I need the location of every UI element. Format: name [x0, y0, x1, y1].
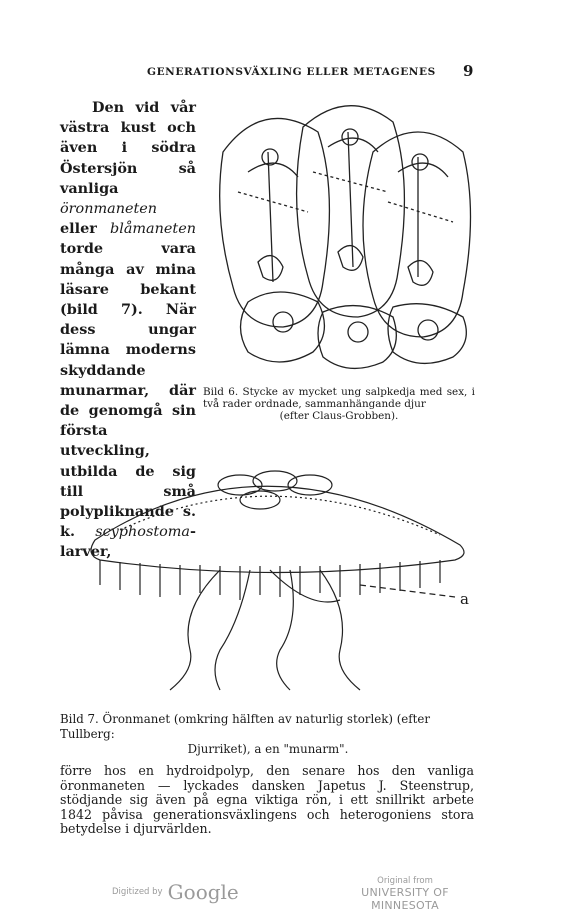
page-number: 9: [463, 62, 474, 80]
figure-7-caption-line-1: Bild 7. Öronmanet (omkring hälften av naturlig storlek) (efter Tullberg:: [60, 712, 431, 741]
google-logo: Google: [167, 880, 239, 904]
figure-6-caption-line-2: (efter Claus-Grobben).: [279, 410, 399, 422]
italic-term-oronmaneten: öronmaneten: [60, 201, 158, 218]
figure-6-caption: [203, 386, 475, 422]
continuation-paragraph: förre hos en hydroidpolyp, den senare hos den vanliga öronmaneten — lyckades dansken Japetus J. Steenstrup, stödjande sig även på egna viktiga rön, i ett snillrikt arbete 1842 påvisa generationsväxlingens och heterogoniens stora betydelse i djurvärlden.: [60, 763, 474, 837]
italic-term-blamaneten: blåmaneten: [110, 221, 196, 238]
jellyfish-illustration: [60, 445, 480, 700]
digitized-by-label: Digitized by: [112, 887, 163, 897]
figure-7-caption: [60, 712, 476, 757]
original-from-label: Original from: [377, 876, 433, 886]
italic-term-scyphostoma: scyphostoma: [95, 524, 191, 541]
text-part-1: Den vid vår västra kust och även i södra Östersjön så vanliga: [60, 99, 196, 197]
original-from-badge: [330, 876, 480, 912]
salp-chain-illustration: [208, 92, 483, 377]
text-part-3: torde vara många av mina läsare bekant (bild 7). När dess ungar lämna moderns skyddande munarmar, där de genomgå sin första utveckling, utbilda de sig till små polypliknande s. k.: [60, 240, 196, 541]
text-part-2: eller: [60, 220, 111, 238]
running-title: GENERATIONSVÄXLING ELLER METAGENES: [147, 66, 436, 78]
university-name: UNIVERSITY OF MINNESOTA: [361, 886, 449, 912]
text-part-4: -larver,: [60, 523, 196, 561]
figure-7-label-a: a: [460, 590, 469, 608]
figure-7-caption-line-2: Djurriket), a en "munarm".: [187, 742, 349, 756]
google-digitized-badge: [112, 880, 239, 904]
figure-6-caption-line-1: Bild 6. Stycke av mycket ung salpkedja med sex, i två rader ordnade, sammanhängande djur: [203, 386, 475, 410]
